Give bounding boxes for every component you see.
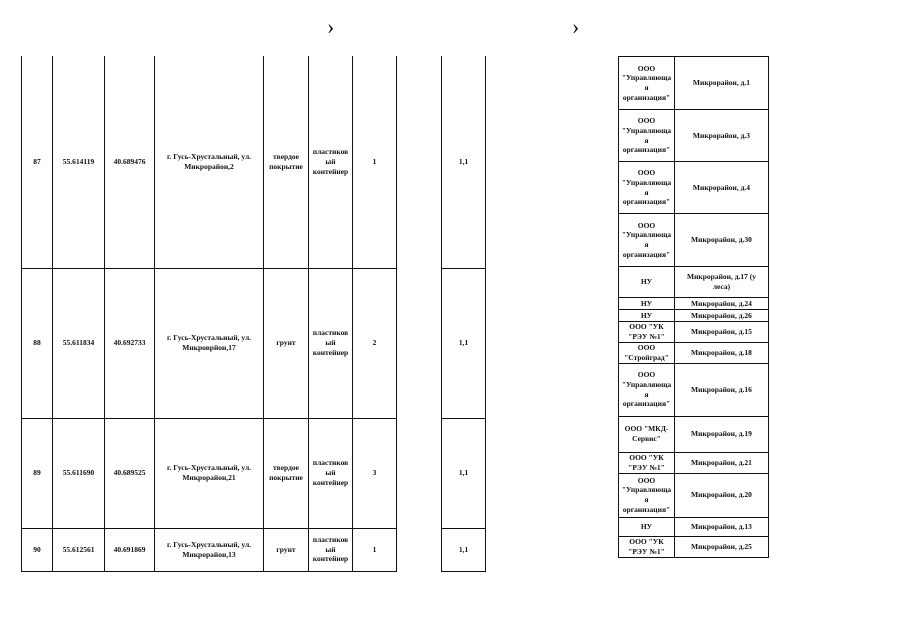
container-type-cell: пластиков ый контейнер xyxy=(309,418,353,528)
address-cell: г. Гусь-Хрустальный, ул. Микрорайон,13 xyxy=(155,528,264,571)
building-address-cell: Микрорайон, д.26 xyxy=(675,310,769,322)
surface-cell: грунт xyxy=(264,528,309,571)
table-row xyxy=(619,267,769,298)
table-row xyxy=(619,310,769,322)
building-address-cell: Микрорайон, д.19 xyxy=(675,416,769,452)
table-row xyxy=(619,162,769,214)
volume-cell: 1,1 xyxy=(442,418,486,528)
table-row xyxy=(619,517,769,536)
organization-cell: ООО "УК "РЭУ №1" xyxy=(619,452,675,473)
organization-cell: ООО "Стройград" xyxy=(619,342,675,363)
organization-cell: ООО "Управляюща я организация" xyxy=(619,363,675,416)
organization-cell: НУ xyxy=(619,267,675,298)
table-row xyxy=(22,418,486,528)
longitude-cell: 40.689476 xyxy=(105,56,155,268)
building-address-cell: Микрорайон, д.13 xyxy=(675,517,769,536)
table-row xyxy=(619,110,769,162)
gap-cell xyxy=(397,418,442,528)
table-row xyxy=(619,322,769,343)
table-row xyxy=(619,452,769,473)
organization-cell: ООО "Управляюща я организация" xyxy=(619,57,675,110)
address-cell: г. Гусь-Хрустальный, ул. Микроврйон,17 xyxy=(155,268,264,418)
container-count-cell: 2 xyxy=(353,268,397,418)
table-row xyxy=(619,298,769,310)
surface-cell: твердое покрытие xyxy=(264,56,309,268)
table-row xyxy=(619,214,769,267)
volume-cell: 1,1 xyxy=(442,268,486,418)
gap-cell xyxy=(397,56,442,268)
row-number-cell: 87 xyxy=(22,56,53,268)
row-number-cell: 89 xyxy=(22,418,53,528)
surface-cell: твердое покрытие xyxy=(264,418,309,528)
longitude-cell: 40.691869 xyxy=(105,528,155,571)
latitude-cell: 55.611834 xyxy=(53,268,105,418)
organization-cell: ООО "МКД- Сервис" xyxy=(619,416,675,452)
organization-cell: ООО "Управляюща я организация" xyxy=(619,110,675,162)
longitude-cell: 40.689525 xyxy=(105,418,155,528)
building-address-cell: Микрорайон, д.20 xyxy=(675,473,769,517)
page-mark-right: › xyxy=(572,14,580,39)
address-cell: г. Гусь-Хрустальный, ул. Микрорайон,2 xyxy=(155,56,264,268)
table-row xyxy=(619,416,769,452)
table-row xyxy=(22,528,486,571)
organization-cell: НУ xyxy=(619,298,675,310)
container-type-cell: пластиков ый контейнер xyxy=(309,528,353,571)
longitude-cell: 40.692733 xyxy=(105,268,155,418)
container-count-cell: 1 xyxy=(353,56,397,268)
building-address-cell: Микрорайон, д.17 (у леса) xyxy=(675,267,769,298)
table-row xyxy=(22,56,486,268)
building-address-cell: Микрорайон, д.30 xyxy=(675,214,769,267)
container-type-cell: пластиков ый контейнер xyxy=(309,268,353,418)
building-address-cell: Микрорайон, д.1 xyxy=(675,57,769,110)
row-number-cell: 90 xyxy=(22,528,53,571)
organizations-table xyxy=(618,56,769,558)
container-type-cell: пластиков ый контейнер xyxy=(309,56,353,268)
building-address-cell: Микрорайон, д.3 xyxy=(675,110,769,162)
container-count-cell: 3 xyxy=(353,418,397,528)
latitude-cell: 55.612561 xyxy=(53,528,105,571)
surface-cell: грунт xyxy=(264,268,309,418)
building-address-cell: Микрорайон, д.21 xyxy=(675,452,769,473)
organization-cell: ООО "Управляюща я организация" xyxy=(619,214,675,267)
volume-cell: 1,1 xyxy=(442,56,486,268)
gap-cell xyxy=(397,528,442,571)
row-number-cell: 88 xyxy=(22,268,53,418)
table-row xyxy=(619,342,769,363)
volume-cell: 1,1 xyxy=(442,528,486,571)
building-address-cell: Микрорайон, д.15 xyxy=(675,322,769,343)
address-cell: г. Гусь-Хрустальный, ул. Микрорайон,21 xyxy=(155,418,264,528)
organization-cell: ООО "УК "РЭУ №1" xyxy=(619,322,675,343)
organization-cell: ООО "Управляюща я организация" xyxy=(619,162,675,214)
building-address-cell: Микрорайон, д.16 xyxy=(675,363,769,416)
organization-cell: НУ xyxy=(619,517,675,536)
table-row xyxy=(619,57,769,110)
container-sites-table xyxy=(21,56,486,572)
organization-cell: ООО "УК "РЭУ №1" xyxy=(619,536,675,557)
building-address-cell: Микрорайон, д.18 xyxy=(675,342,769,363)
gap-cell xyxy=(397,268,442,418)
page-mark-left: › xyxy=(327,14,335,39)
building-address-cell: Микрорайон, д.4 xyxy=(675,162,769,214)
latitude-cell: 55.614119 xyxy=(53,56,105,268)
container-count-cell: 1 xyxy=(353,528,397,571)
building-address-cell: Микрорайон, д.25 xyxy=(675,536,769,557)
organization-cell: НУ xyxy=(619,310,675,322)
table-row xyxy=(619,536,769,557)
table-row xyxy=(619,363,769,416)
building-address-cell: Микрорайон, д.24 xyxy=(675,298,769,310)
organization-cell: ООО "Управляюща я организация" xyxy=(619,473,675,517)
table-row xyxy=(619,473,769,517)
table-row xyxy=(22,268,486,418)
latitude-cell: 55.611690 xyxy=(53,418,105,528)
